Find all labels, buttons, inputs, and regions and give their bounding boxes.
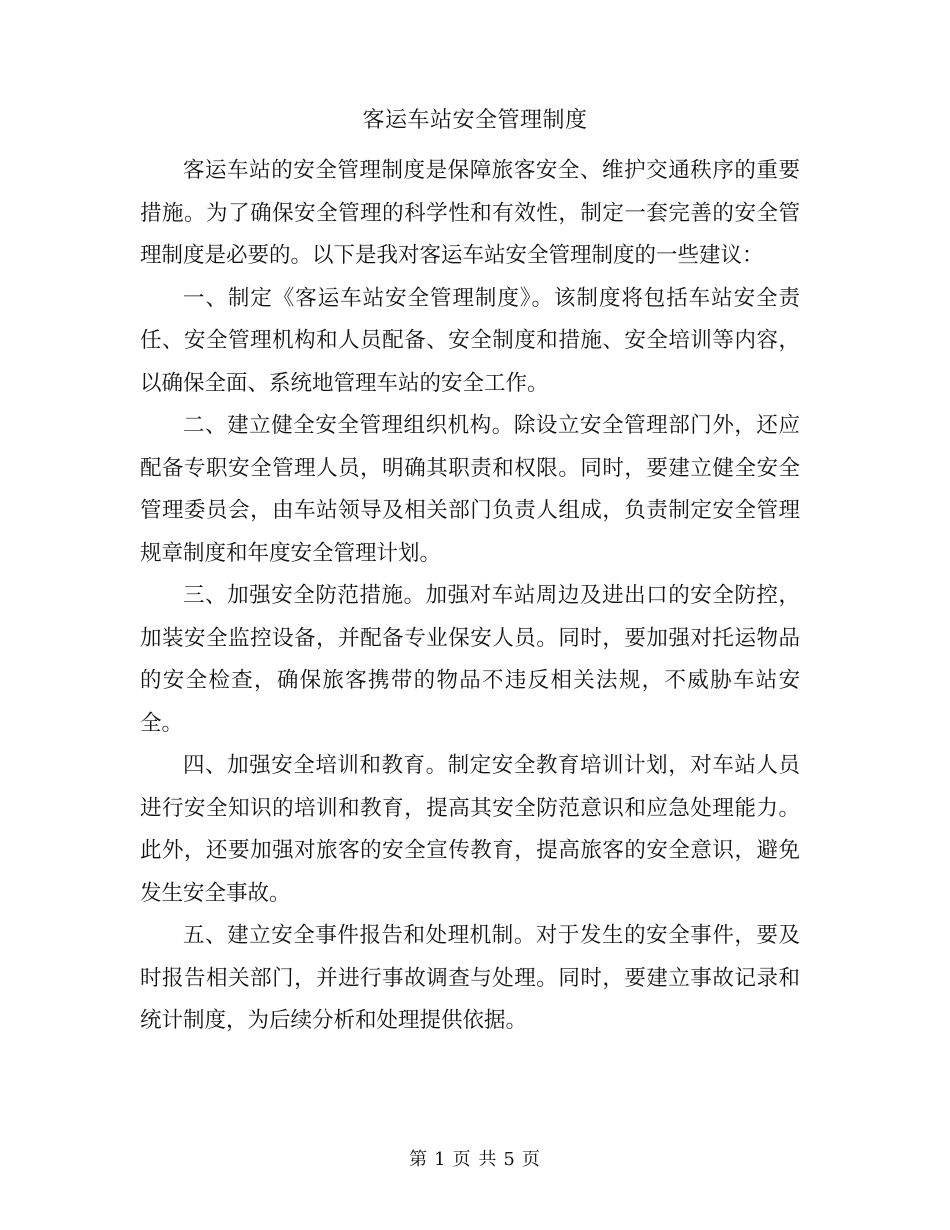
paragraph-intro: 客运车站的安全管理制度是保障旅客安全、维护交通秩序的重要措施。为了确保安全管理的科学性和有效性，制定一套完善的安全管理制度是必要的。以下是我对客运车站安全管理制度的一些建议： [140, 158, 800, 268]
page-number-footer [0, 1148, 950, 1172]
page-label-prefix: 第 [409, 1149, 429, 1170]
total-pages-number: 5 [503, 1149, 516, 1170]
page-label-suffix: 页 [521, 1149, 541, 1170]
paragraph-section-5: 五、建立安全事件报告和处理机制。对于发生的安全事件，要及时报告相关部门，并进行事故调查与处理。同时，要建立事故记录和统计制度，为后续分析和处理提供依据。 [140, 923, 800, 1033]
paragraph-section-3: 三、加强安全防范措施。加强对车站周边及进出口的安全防控，加装安全监控设备，并配备专业保安人员。同时，要加强对托运物品的安全检查，确保旅客携带的物品不违反相关法规，不威胁车站安全。 [140, 583, 800, 736]
document-title: 客运车站安全管理制度 [362, 108, 588, 133]
paragraph-section-2: 二、建立健全安全管理组织机构。除设立安全管理部门外，还应配备专职安全管理人员，明确其职责和权限。同时，要建立健全安全管理委员会，由车站领导及相关部门负责人组成，负责制定安全管理规章制度和年度安全管理计划。 [140, 413, 800, 566]
paragraph-section-1: 一、制定《客运车站安全管理制度》。该制度将包括车站安全责任、安全管理机构和人员配备、安全制度和措施、安全培训等内容，以确保全面、系统地管理车站的安全工作。 [140, 285, 800, 396]
page-label-mid: 页 共 [452, 1149, 498, 1170]
document-body [140, 150, 800, 1043]
paragraph-section-4: 四、加强安全培训和教育。制定安全教育培训计划，对车站人员进行安全知识的培训和教育，提高其安全防范意识和应急处理能力。此外，还要加强对旅客的安全宣传教育，提高旅客的安全意识，避免发生安全事故。 [140, 753, 800, 906]
current-page-number: 1 [434, 1149, 447, 1170]
